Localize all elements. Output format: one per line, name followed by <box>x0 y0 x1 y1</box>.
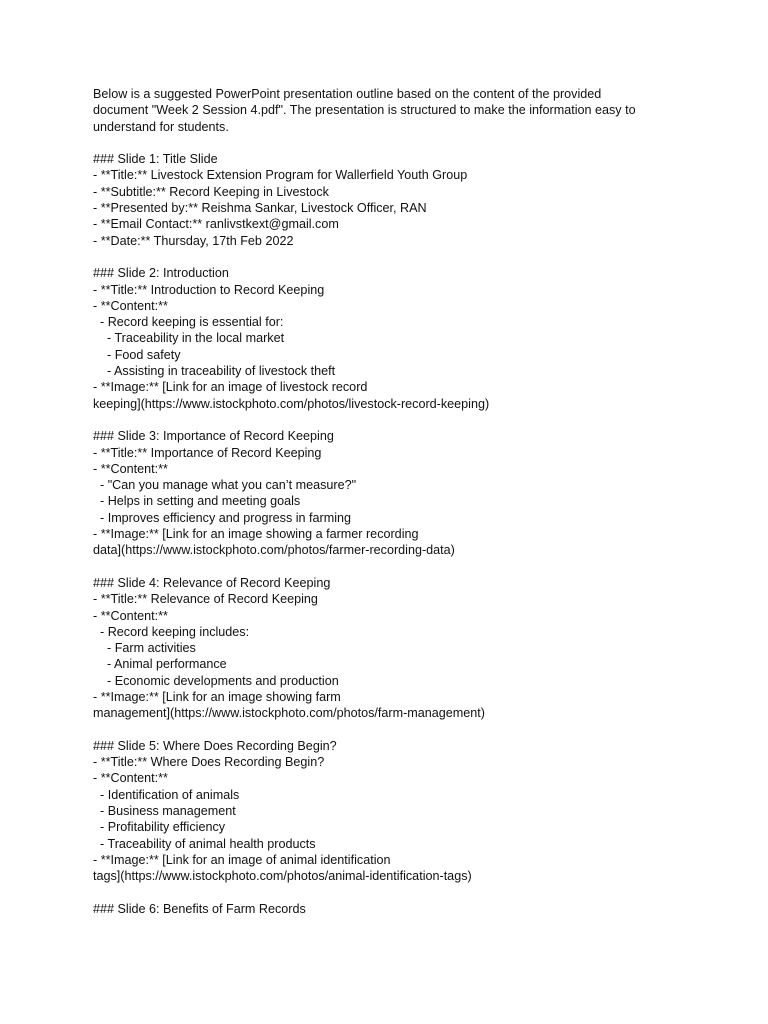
text-line: - **Email Contact:** ranlivstkext@gmail.com <box>93 217 339 232</box>
text-line: - **Presented by:** Reishma Sankar, Livestock Officer, RAN <box>93 201 427 216</box>
text-line: - **Content:** <box>93 461 168 476</box>
text-line: management](https://www.istockphoto.com/photos/farm-management) <box>93 706 485 721</box>
text-line: - **Content:** <box>93 608 168 623</box>
slide-6-section <box>93 901 733 917</box>
text-line: - **Subtitle:** Record Keeping in Livestock <box>93 184 329 199</box>
text-line: - **Title:** Relevance of Record Keeping <box>93 592 318 607</box>
slide-heading: ### Slide 3: Importance of Record Keeping <box>93 429 334 444</box>
text-line: - **Content:** <box>93 771 168 786</box>
text-line: - Record keeping is essential for: <box>93 315 284 330</box>
blank-line <box>93 559 733 575</box>
text-line: - **Image:** [Link for an image of animal identification <box>93 852 391 867</box>
slide-heading: ### Slide 4: Relevance of Record Keeping <box>93 575 331 590</box>
text-line: - **Title:** Where Does Recording Begin? <box>93 755 325 770</box>
slide-1-section <box>93 151 733 249</box>
blank-line <box>93 135 733 151</box>
text-line: - Identification of animals <box>93 787 240 802</box>
text-line: - **Image:** [Link for an image showing farm <box>93 689 341 704</box>
text-line: - Traceability in the local market <box>93 331 285 346</box>
text-line: - Farm activities <box>93 641 196 656</box>
slide-5-section <box>93 738 733 885</box>
blank-line <box>93 249 733 265</box>
text-line: - **Image:** [Link for an image of livestock record <box>93 380 368 395</box>
text-line: - Animal performance <box>93 657 227 672</box>
blank-line <box>93 412 733 428</box>
text-line: - Food safety <box>93 347 181 362</box>
text-line: - Improves efficiency and progress in farming <box>93 510 352 525</box>
text-line: document "Week 2 Session 4.pdf". The presentation is structured to make the information easy to <box>93 103 636 118</box>
slide-heading: ### Slide 6: Benefits of Farm Records <box>93 901 306 916</box>
text-line: - **Title:** Importance of Record Keeping <box>93 445 322 460</box>
text-line: - Traceability of animal health products <box>93 836 316 851</box>
text-line: - Assisting in traceability of livestock theft <box>93 364 336 379</box>
text-line: - **Image:** [Link for an image showing a farmer recording <box>93 527 419 542</box>
text-line: understand for students. <box>93 119 229 134</box>
slide-2-section <box>93 265 733 412</box>
text-line: - "Can you manage what you can’t measure?" <box>93 478 357 493</box>
text-line: - Economic developments and production <box>93 673 339 688</box>
blank-line <box>93 722 733 738</box>
text-line: - **Date:** Thursday, 17th Feb 2022 <box>93 233 294 248</box>
slide-heading: ### Slide 2: Introduction <box>93 266 229 281</box>
text-line: - Profitability efficiency <box>93 820 226 835</box>
text-line: - Business management <box>93 804 236 819</box>
text-line: keeping](https://www.istockphoto.com/photos/livestock-record-keeping) <box>93 396 490 411</box>
text-line: - Helps in setting and meeting goals <box>93 494 301 509</box>
text-line: - Record keeping includes: <box>93 624 250 639</box>
text-line: data](https://www.istockphoto.com/photos/farmer-recording-data) <box>93 543 455 558</box>
blank-line <box>93 885 733 901</box>
text-line: - **Title:** Introduction to Record Keeping <box>93 282 325 297</box>
document-page <box>93 86 733 917</box>
slide-heading: ### Slide 1: Title Slide <box>93 152 218 167</box>
intro-paragraph <box>93 86 733 135</box>
text-line: Below is a suggested PowerPoint presentation outline based on the content of the provided <box>93 87 602 101</box>
text-line: tags](https://www.istockphoto.com/photos/animal-identification-tags) <box>93 869 472 884</box>
slide-4-section <box>93 575 733 722</box>
slide-heading: ### Slide 5: Where Does Recording Begin? <box>93 738 337 753</box>
text-line: - **Content:** <box>93 298 168 313</box>
slide-3-section <box>93 428 733 558</box>
text-line: - **Title:** Livestock Extension Program for Wallerfield Youth Group <box>93 168 468 183</box>
